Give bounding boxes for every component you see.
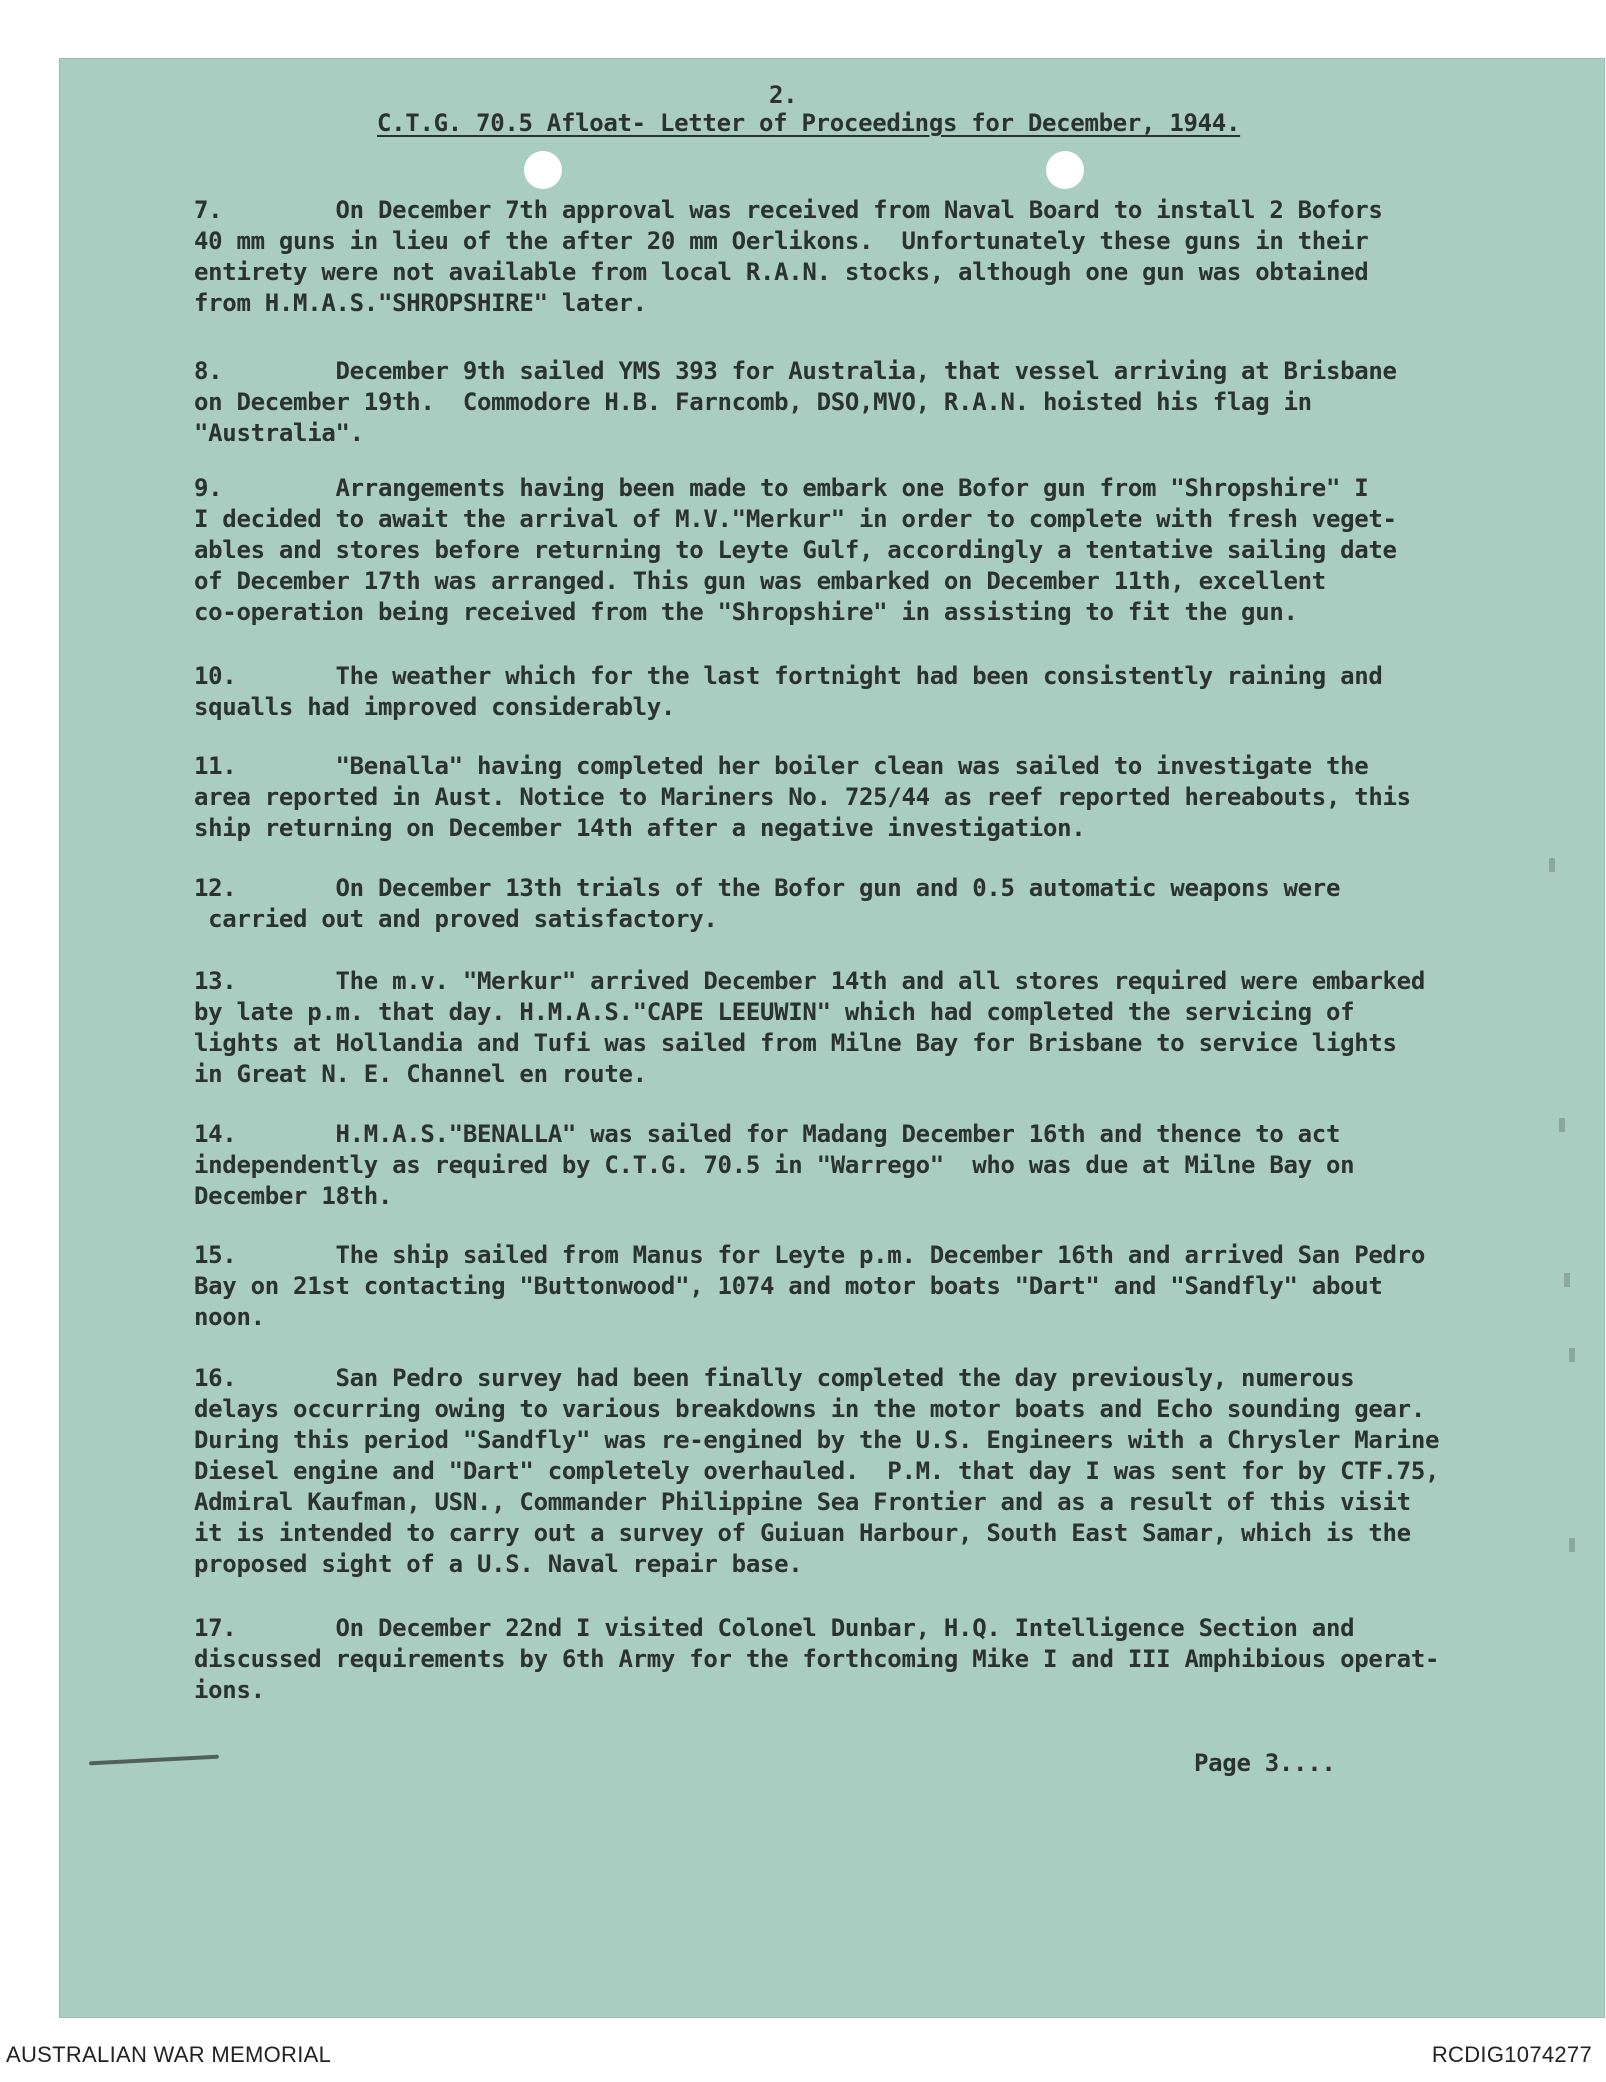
next-page-indicator: Page 3.... [1194, 1749, 1336, 1777]
pen-mark [89, 1755, 219, 1766]
margin-mark [1559, 1118, 1565, 1132]
page-number: 2. [769, 81, 798, 109]
punch-hole-right [1046, 151, 1084, 189]
document-title: C.T.G. 70.5 Afloat- Letter of Proceedings for December, 1944. [377, 109, 1241, 137]
paragraph-15: 15. The ship sailed from Manus for Leyte p.m. December 16th and arrived San Pedro Bay on 21st contacting "Buttonwood", 1074 and motor boats "Dart" and "Sandfly" about noon. [194, 1241, 1425, 1331]
paragraph-17: 17. On December 22nd I visited Colonel Dunbar, H.Q. Intelligence Section and discussed requirements by 6th Army for the forthcoming Mike I and III Amphibious operat- ions. [194, 1614, 1440, 1704]
paragraph-8: 8. December 9th sailed YMS 393 for Australia, that vessel arriving at Brisbane on December 19th. Commodore H.B. Farncomb, DSO,MVO, R.A.N. hoisted his flag in "Australia". [194, 357, 1397, 447]
paragraph-14: 14. H.M.A.S."BENALLA" was sailed for Madang December 16th and thence to act independently as required by C.T.G. 70.5 in "Warrego" who was due at Milne Bay on December 18th. [194, 1120, 1355, 1210]
archive-source: AUSTRALIAN WAR MEMORIAL [6, 2042, 332, 2067]
paragraph-12: 12. On December 13th trials of the Bofor gun and 0.5 automatic weapons were carried out and proved satisfactory. [194, 874, 1341, 933]
paragraph-16: 16. San Pedro survey had been finally completed the day previously, numerous delays occurring owing to various breakdowns in the motor boats and Echo sounding gear. During this period "Sandfly" was re-engined by the U.S. Engineers with a Chrysler Marine Diesel engine and "Dart" completely overhauled. P.M. that day I was sent for by CTF.75, Admiral Kaufman, USN., Commander Philippine Sea Frontier and as a result of this visit it is intended to carry out a survey of Guiuan Harbour, South East Samar, which is the proposed sight of a U.S. Naval repair base. [194, 1364, 1440, 1578]
paragraph-7: 7. On December 7th approval was received from Naval Board to install 2 Bofors 40 mm guns in lieu of the after 20 mm Oerlikons. Unfortunately these guns in their entirety were not available from local R.A.N. stocks, although one gun was obtained from H.M.A.S."SHROPSHIRE" later. [194, 196, 1383, 317]
margin-mark [1549, 858, 1555, 872]
punch-hole-left [524, 151, 562, 189]
paragraph-11: 11. "Benalla" having completed her boiler clean was sailed to investigate the area reported in Aust. Notice to Mariners No. 725/44 as reef reported hereabouts, this ship returning on December 14th after a negative investigation. [194, 752, 1411, 842]
document-sheet [59, 58, 1605, 2018]
paragraph-9: 9. Arrangements having been made to embark one Bofor gun from "Shropshire" I I decided to await the arrival of M.V."Merkur" in order to complete with fresh veget- ables and stores before returning to Leyte Gulf, accordingly a tentative sailing date of December 17th was arranged. This gun was embarked on December 11th, excellent co-operation being received from the "Shropshire" in assisting to fit the gun. [194, 474, 1397, 626]
paragraph-10: 10. The weather which for the last fortnight had been consistently raining and squalls had improved considerably. [194, 662, 1383, 721]
margin-mark [1569, 1538, 1575, 1552]
margin-mark [1564, 1273, 1570, 1287]
archive-reference: RCDIG1074277 [1431, 2042, 1592, 2067]
paragraph-13: 13. The m.v. "Merkur" arrived December 14th and all stores required were embarked by late p.m. that day. H.M.A.S."CAPE LEEUWIN" which had completed the servicing of lights at Hollandia and Tufi was sailed from Milne Bay for Brisbane to service lights in Great N. E. Channel en route. [194, 967, 1425, 1088]
margin-mark [1569, 1348, 1575, 1362]
